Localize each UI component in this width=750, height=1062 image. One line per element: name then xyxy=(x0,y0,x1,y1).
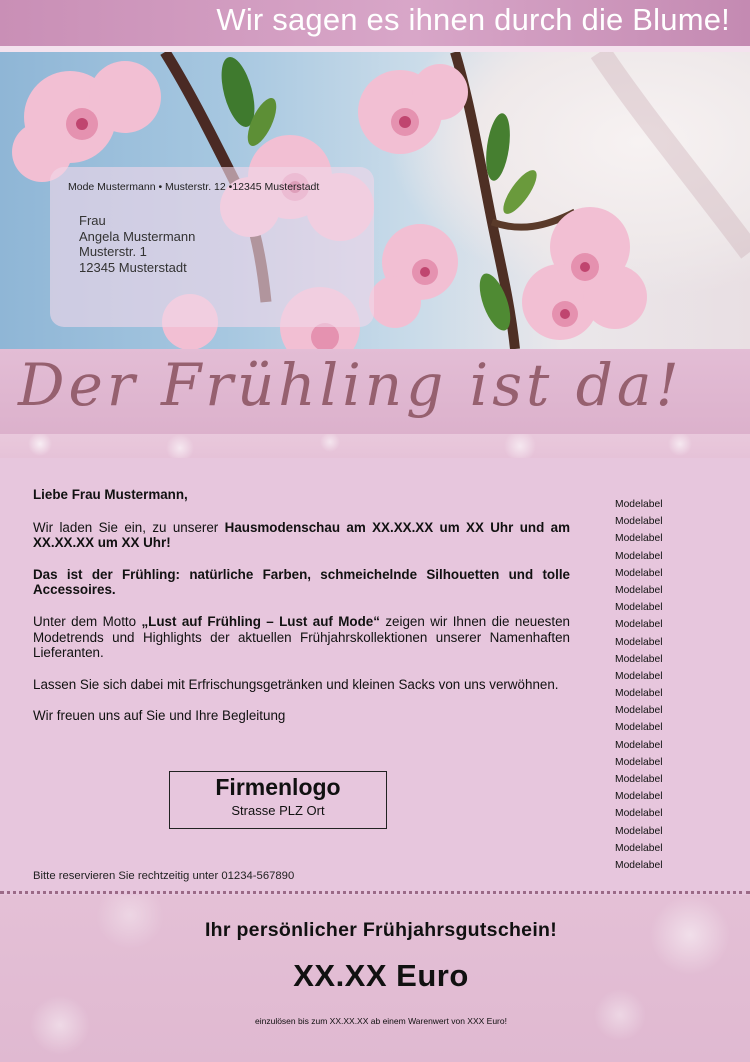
model-label: Modelabel xyxy=(615,670,663,682)
sender-line: Mode Mustermann • Musterstr. 12 •12345 Musterstadt xyxy=(68,181,320,193)
company-logo-title: Firmenlogo xyxy=(215,774,341,800)
invitation-dates: Hausmodenschau am XX.XX.XX um XX Uhr und am XX.XX.XX um XX Uhr! xyxy=(33,519,570,551)
model-label: Modelabel xyxy=(615,516,663,528)
model-label: Modelabel xyxy=(615,602,663,614)
letter-paragraph-refreshments: Lassen Sie sich dabei mit Erfrischungsgetränken und kleinen Sacks von uns verwöhnen. xyxy=(33,676,559,692)
company-logo-box xyxy=(169,771,387,829)
blossom-strip xyxy=(0,434,750,458)
model-label: Modelabel xyxy=(615,705,663,717)
address-window xyxy=(50,167,374,327)
letter-body xyxy=(33,487,570,740)
model-label: Modelabel xyxy=(615,722,663,734)
reservation-note: Bitte reservieren Sie rechtzeitig unter 01234-567890 xyxy=(33,870,295,882)
voucher-title: Ihr persönlicher Frühjahrsgutschein! xyxy=(204,919,558,941)
recipient-address xyxy=(79,213,195,275)
letter-salutation: Liebe Frau Mustermann, xyxy=(33,487,188,502)
tagline: Wir sagen es ihnen durch die Blume! xyxy=(216,2,730,37)
letter-paragraph-spring xyxy=(33,567,570,598)
recipient-salutation: Frau xyxy=(79,213,106,228)
model-label: Modelabel xyxy=(615,791,663,803)
motto-text: „Lust auf Frühling – Lust auf Mode“ xyxy=(141,613,380,629)
model-label: Modelabel xyxy=(615,636,663,648)
blossom-photo xyxy=(0,52,750,349)
letter-paragraph-closing: Wir freuen uns auf Sie und Ihre Begleitung xyxy=(33,708,286,724)
recipient-city: 12345 Musterstadt xyxy=(79,259,187,275)
model-label: Modelabel xyxy=(615,825,663,837)
model-label: Modelabel xyxy=(615,619,663,631)
headline-band xyxy=(0,349,750,434)
model-label: Modelabel xyxy=(615,584,663,596)
spring-text: Das ist der Frühling: natürliche Farben, schmeichelnde Silhouetten und tolle Accessoires. xyxy=(33,566,570,598)
voucher-conditions: einzulösen bis zum XX.XX.XX ab einem Warenwert von XXX Euro! xyxy=(255,1016,507,1026)
model-label-list xyxy=(615,496,705,874)
letter-paragraph-invitation xyxy=(33,520,570,551)
cut-line xyxy=(0,891,750,894)
model-label: Modelabel xyxy=(615,688,663,700)
recipient-street: Musterstr. 1 xyxy=(79,244,147,259)
invitation-text: Wir laden Sie ein, zu unserer xyxy=(33,519,225,535)
headline: Der Frühling ist da! xyxy=(18,351,683,419)
voucher-section xyxy=(0,895,750,1062)
model-label: Modelabel xyxy=(615,739,663,751)
model-label: Modelabel xyxy=(615,653,663,665)
model-label: Modelabel xyxy=(615,859,663,871)
motto-continuation: zeigen wir Ihnen die neuesten Modetrends und Highlights der aktuellen Frühjahrskollektionen unserer Namenhaften Lieferanten. xyxy=(33,613,570,661)
model-label: Modelabel xyxy=(615,756,663,768)
company-address: Strasse PLZ Ort xyxy=(231,803,325,818)
model-label: Modelabel xyxy=(615,499,663,510)
model-label: Modelabel xyxy=(615,550,663,562)
model-label: Modelabel xyxy=(615,533,663,545)
model-label: Modelabel xyxy=(615,808,663,820)
recipient-name: Angela Mustermann xyxy=(79,228,196,244)
voucher-amount: XX.XX Euro xyxy=(293,958,469,993)
model-label: Modelabel xyxy=(615,842,663,854)
top-banner xyxy=(0,0,750,46)
model-label: Modelabel xyxy=(615,567,663,579)
motto-intro: Unter dem Motto xyxy=(33,613,142,629)
model-label: Modelabel xyxy=(615,774,663,785)
letter-paragraph-motto xyxy=(33,614,570,661)
